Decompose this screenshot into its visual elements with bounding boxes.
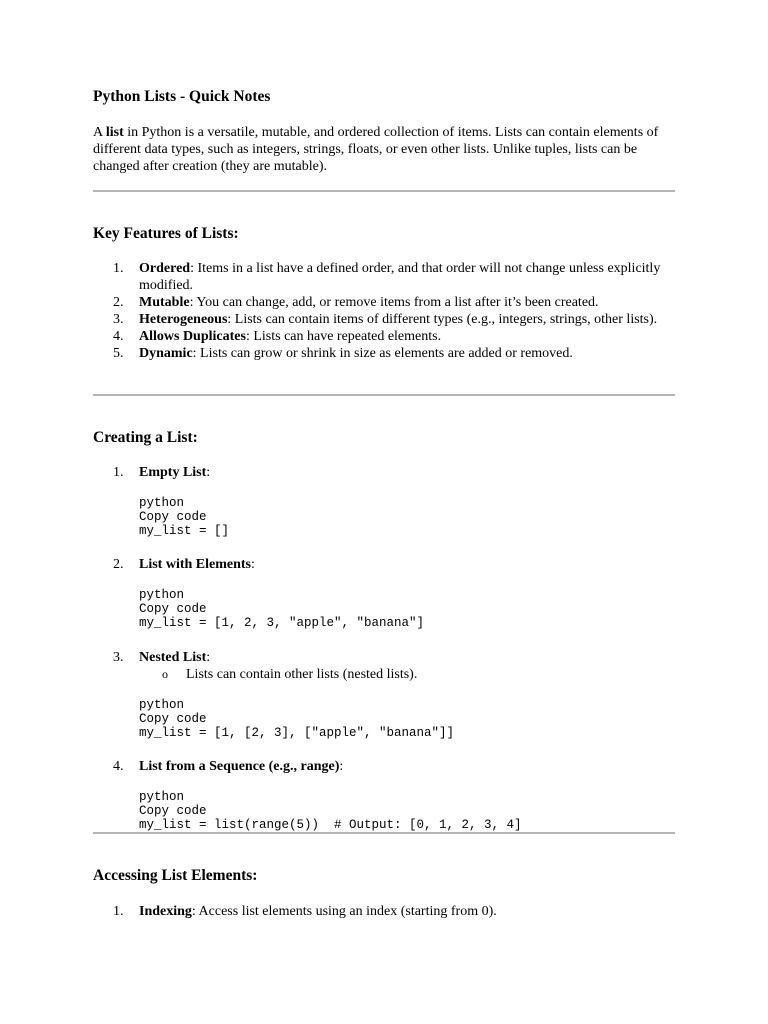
copy-code-label[interactable]: Copy code: [139, 510, 207, 524]
item-term: Dynamic: [139, 346, 193, 361]
item-number: 1.: [113, 904, 124, 919]
code-language-label: python: [139, 790, 185, 804]
code-block: [139, 588, 424, 630]
item-description: : You can change, add, or remove items from a list after it’s been created.: [189, 295, 599, 310]
intro-text: in Python is a versatile, mutable, and ordered collection of items. Lists can contain elements of different data types, such as integers, strings, floats, or even other lists. Unlike tuples, lists can be changed after creation (they are mutable).: [93, 125, 659, 174]
list-item: [93, 345, 675, 362]
features-heading: Key Features of Lists:: [93, 225, 239, 242]
intro-bold-term: list: [105, 125, 124, 140]
code-line: my_list = [1, 2, 3, "apple", "banana"]: [139, 616, 425, 630]
item-number: 3.: [113, 650, 124, 665]
item-number: 1.: [113, 465, 124, 480]
list-item: [93, 328, 675, 345]
code-language-label: python: [139, 496, 185, 510]
item-term: List from a Sequence (e.g., range): [139, 759, 340, 774]
code-line: my_list = list(range(5)) # Output: [0, 1, 2, 3, 4]: [139, 818, 522, 832]
code-language-label: python: [139, 698, 185, 712]
item-description: : Lists can have repeated elements.: [245, 329, 442, 344]
item-number: 2.: [113, 295, 124, 310]
item-description: : Lists can grow or shrink in size as elements are added or removed.: [192, 346, 573, 361]
copy-code-label[interactable]: Copy code: [139, 712, 207, 726]
code-block: [139, 698, 454, 740]
item-number: 1.: [113, 261, 124, 276]
list-item: [93, 294, 675, 311]
item-description: : Lists can contain items of different types (e.g., integers, strings, other lists).: [227, 312, 658, 327]
item-number: 3.: [113, 312, 124, 327]
item-suffix: :: [206, 465, 211, 480]
features-list: [93, 260, 675, 362]
item-term: Indexing: [139, 904, 192, 919]
item-term: Nested List: [139, 650, 207, 665]
item-term: List with Elements: [139, 557, 251, 572]
code-block: [139, 496, 229, 538]
section-divider: [93, 832, 675, 834]
item-description: : Access list elements using an index (starting from 0).: [191, 904, 497, 919]
item-term: Ordered: [139, 261, 191, 276]
item-description: : Items in a list have a defined order, and that order will not change unless explicitly modified.: [139, 261, 661, 293]
item-number: 4.: [113, 329, 124, 344]
item-term: Allows Duplicates: [139, 329, 246, 344]
item-suffix: :: [251, 557, 255, 572]
item-term: Mutable: [139, 295, 190, 310]
item-term: Heterogeneous: [139, 312, 228, 327]
item-suffix: :: [339, 759, 344, 774]
code-line: my_list = [1, [2, 3], ["apple", "banana"]]: [139, 726, 455, 740]
intro-prefix: A: [93, 125, 106, 140]
code-language-label: python: [139, 588, 185, 602]
copy-code-label[interactable]: Copy code: [139, 602, 207, 616]
code-line: my_list = []: [139, 524, 230, 538]
item-number: 2.: [113, 557, 124, 572]
section-divider: [93, 394, 675, 396]
item-term: Empty List: [139, 465, 207, 480]
section-divider: [93, 190, 675, 192]
item-number: 4.: [113, 759, 124, 774]
sub-note: Lists can contain other lists (nested lists).: [186, 667, 418, 682]
intro-paragraph: [93, 124, 675, 175]
accessing-heading: Accessing List Elements:: [93, 867, 258, 884]
creating-heading: Creating a List:: [93, 429, 198, 446]
page-title: Python Lists - Quick Notes: [93, 88, 271, 105]
list-item: [93, 260, 675, 294]
item-number: 5.: [113, 346, 124, 361]
copy-code-label[interactable]: Copy code: [139, 804, 207, 818]
code-block: [139, 790, 522, 832]
list-item: [93, 311, 675, 328]
bullet-marker: o: [162, 667, 168, 681]
item-suffix: :: [206, 650, 211, 665]
